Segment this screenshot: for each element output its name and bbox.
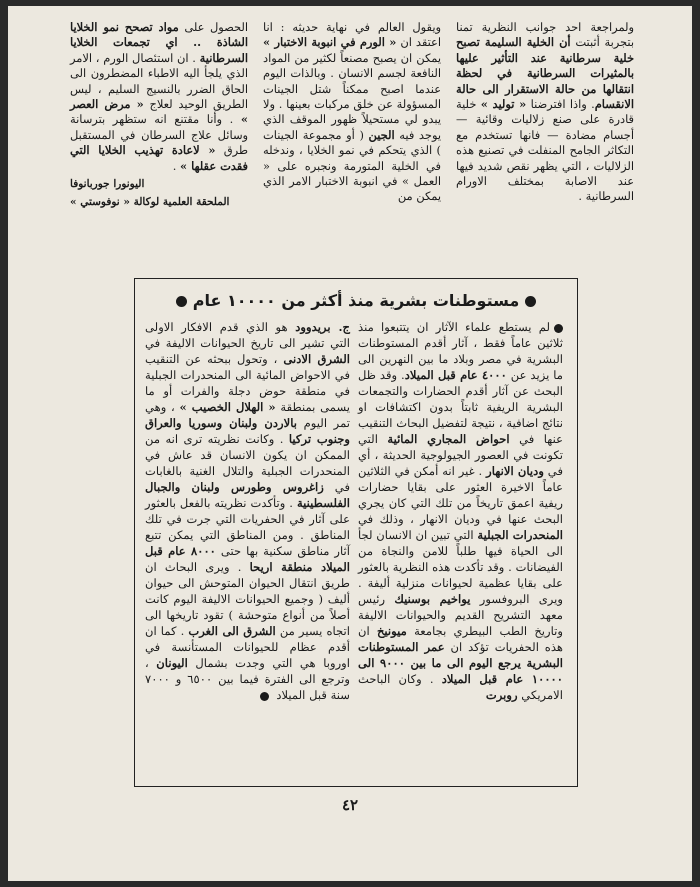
highlight-text: « لاعادة تهذيب الخلايا التي فقدت عقلها »: [70, 143, 248, 173]
page-number: ٤٢: [341, 796, 359, 814]
author-name: اليونورا جوربانوفا: [70, 178, 145, 191]
article-paragraph: الحصول على مواد تصحح نمو الخلايا الشاذة .. اي تجمعات الخلايا السرطانية . ان استئصال الورم ، الامر الذي يلجأ اليه الاطباء المضطرون الى الحاق الضرر بالنسيج السليم ، ليس الطريق الوحيد لعلاج « مرض العصر » . وأنا مقتنع انه ستظهر بترسانة وسائل علاج السرطان في المستقبل طرق « لاعادة تهذيب الخلايا التي فقدت عقلها » .: [70, 20, 248, 173]
highlight-text: الجين: [368, 127, 395, 142]
article-column-3: [70, 20, 248, 211]
article-column-1: [456, 20, 634, 205]
magazine-page: [8, 6, 692, 881]
bullet-icon: [260, 692, 269, 701]
article-paragraph: ج. بريدوود هو الذي قدم الافكار الاولى التي تشير الى تاريخ الحيوانات الاليفة في الشرق الادنى ، وتحول ببحثه عن التنقيب في الاحواض المائية الى المنحدرات الجبلية في منطقة حوض دجلة والفرات أو ما يسمى بمنطقة « الهلال الخصيب » ، وهي تمر اليوم بالاردن ولبنان وسوريا والعراق وجنوب تركيا . وكانت نظريته ترى انه من الممكن ان يكون الانسان قد عاش في المنحدرات الجبلية والتلال الغنية بالغابات في زاغروس وطورس ولبنان والجبال الفلسطينية . وتأكدت نظريته بالفعل بالعثور على آثار في الحفريات التي جرت في تلك المناطق . ومن المناطق التي يمكن تتبع آثار مناطق سكنية بها حتى ٨٠٠٠ عام قبل الميلاد منطقة اريحا . ويرى البحاث ان طريق انتقال الحيوان المتوحش الى حيوان أليف ( وجميع الحيوانات الاليفة اليوم كانت أصلاً من أنواع متوحشة ) تقود تاريخها الى اتجاه يسير من الشرق الى الغرب . كما ان أقدم عظام للحيوانات المستأنسة في اوروبا هي التي وجدت بشمال اليونان ، وترجع الى الفترة فيما بين ٦٥٠٠ و ٧٠٠٠ سنة قبل الميلاد: [145, 320, 351, 702]
boxed-column-2: [145, 319, 350, 703]
highlight-text: « مرض العصر »: [70, 97, 248, 127]
bullet-icon: [525, 296, 536, 307]
boxed-article: [134, 278, 578, 787]
highlight-text: « الورم في انبوبة الاختبار »: [263, 35, 397, 50]
highlight-text: « توليد »: [480, 97, 527, 112]
source-credit: الملحقة العلمية لوكالة « نوفوستي »: [70, 196, 230, 209]
bullet-icon: [554, 324, 563, 333]
bullet-icon: [176, 296, 187, 307]
boxed-article-title: مستوطنات بشرية منذ أكثر من ١٠٠٠٠ عام: [135, 287, 577, 317]
boxed-column-1: [358, 319, 563, 703]
article-paragraph: ويقول العالم في نهاية حديثه : انا اعتقد ان « الورم في انبوبة الاختبار » يمكن ان يصبح مصنعاً لكثير من المواد النافعة لجسم الانسان . وبالذات اليوم عندما اصبح ممكناً شتل الجينات المسؤولة عن خلق مركبات بعينها . ولا يبدو لي مستحيلاً ظهور الموقف الذي يوجد فيه الجين ( أو مجموعة الجينات ) الذي يتحكم في نمو الخلايا ، وندخله في الخلية المتورمة ونجبره على « العمل » في انبوبة الاختبار الامر الذي يمكن من: [263, 20, 441, 204]
article-paragraph: لم يستطع علماء الآثار ان يتتبعوا منذ ثلاثين عاماً فقط ، آثار أقدم المستوطنات البشرية في مصر وبلاد ما بين النهرين الى ما يزيد عن ٤٠٠٠ عام قبل الميلاد. وقد ظل البحث عن آثار أقدم الحضارات والتجمعات البشرية الريفية ثابتاً بدون اكتشافات او نتائج اضافية ، نتيجة لتفضيل البحاث التنقيب عنها في احواض المجاري المائية التي تكونت في العصور الجيولوجية الحديثة ، أي في وديان الانهار . غير انه أمكن في الثلاثين عاماً الاخيرة العثور على بقايا حضارات ريفية اعمق تاريخاً من تلك التي كان يجري البحث عنها في وديان الانهار ، وذلك في المنحدرات الجبلية التي تبين ان الانسان لجأ الى الحياة فيها طلباً للامن والنجاة من الفيضانات . وقد تأكدت هذه النظرية بالعثور على بقايا عظمية لحيوانات منزلية أليفة . ويرى البروفسور يواخيم بوسنيك رئيس معهد التشريح القديم والحيوانات الاليفة وتاريخ الطب البيطري بجامعة ميونيخ ان هذه الحفريات تؤكد ان عمر المستوطنات البشرية يرجع اليوم الى ما بين ٩٠٠٠ الى ١٠٠٠٠ عام قبل الميلاد . وكان الباحث الامريكي روبرت: [358, 320, 564, 702]
article-paragraph: ولمراجعة احد جوانب النظرية تمنا بتجربة أثبتت أن الخلية السليمة تصبح خلية سرطانية عند التأثير عليها بالمثيرات السرطانية في لحظة انتقالها من حالة الاستقرار الى حالة الانقسام. واذا افترضنا « توليد » خلية قادرة على صنع زلاليات وقائية — أجسام مضادة — فانها تستخدم مع التكاثر الجامح المنفلت في تصنيع هذه الزلاليات ، التي يظهر نقص شديد فيها عند الاصابة بمختلف الاورام السرطانية .: [456, 20, 634, 204]
highlight-text: أن الخلية السليمة تصبح خلية سرطانية عند التأثير عليها بالمثيرات السرطانية في لحظة انتقالها من حالة الاستقرار الى حالة الانقسام: [456, 35, 634, 112]
highlight-text: مواد تصحح نمو الخلايا الشاذة .. اي تجمعات الخلايا السرطانية: [70, 20, 248, 65]
article-column-2: [263, 20, 441, 205]
